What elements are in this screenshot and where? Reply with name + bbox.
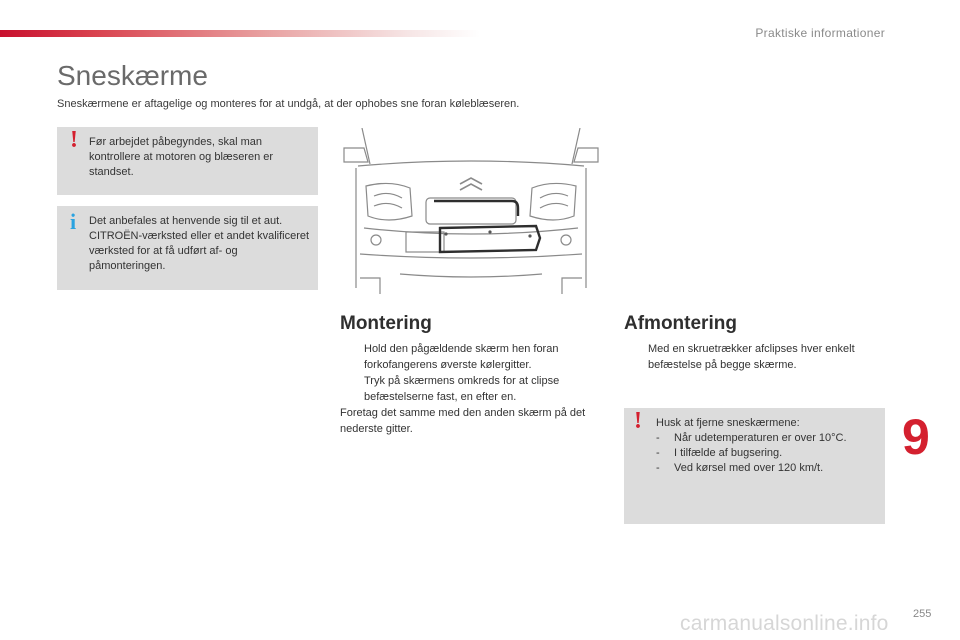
step-text: Med en skruetrækker afclipses hver enkelt befæstelse på begge skærme.	[648, 343, 855, 371]
list-item	[340, 373, 602, 405]
list-item	[656, 446, 878, 461]
info-box	[57, 206, 318, 290]
list-item	[656, 461, 878, 476]
warning-list	[656, 416, 878, 476]
car-front-illustration	[340, 128, 602, 294]
afmontering-heading: Afmontering	[624, 313, 737, 334]
montering-heading: Montering	[340, 313, 432, 334]
info-icon: i	[70, 209, 77, 234]
warning-icon: !	[70, 127, 78, 153]
info-text: Det anbefales at henvende sig til et aut. CITROËN-værksted eller et andet kvalificeret værksted for at få udført af- og påmonteringen.	[89, 215, 310, 272]
item-text: Ved kørsel med over 120 km/t.	[674, 462, 824, 474]
afmontering-steps	[624, 341, 886, 373]
item-text: Når udetemperaturen er over 10°C.	[674, 432, 847, 444]
intro-text: Sneskærmene er aftagelige og monteres for at undgå, at der ophobes sne foran køleblæseren.	[57, 98, 520, 110]
item-text: I tilfælde af bugsering.	[674, 447, 783, 459]
montering-steps	[340, 341, 602, 437]
list-item	[656, 431, 878, 446]
watermark: carmanualsonline.info	[680, 612, 889, 635]
header-accent-bar	[0, 30, 480, 37]
list-item	[624, 341, 886, 373]
list-item	[340, 341, 602, 373]
dash-bullet: -	[656, 432, 660, 444]
page-title: Sneskærme	[57, 60, 208, 91]
step-text: Hold den pågældende skærm hen foran forkofangerens øverste kølergitter.	[364, 343, 559, 371]
step-text: Tryk på skærmens omkreds for at clipse befæstelserne fast, en efter en.	[364, 375, 560, 403]
warning-box	[624, 408, 885, 524]
warning-intro: Husk at fjerne sneskærmene:	[656, 417, 800, 429]
montering-note: Foretag det samme med den anden skærm på det nederste gitter.	[340, 407, 586, 435]
warning-icon: !	[634, 408, 642, 434]
dash-bullet: -	[656, 462, 660, 474]
warning-text: Før arbejdet påbegyndes, skal man kontrollere at motoren og blæseren er standset.	[89, 136, 274, 178]
dash-bullet: -	[656, 447, 660, 459]
section-header: Praktiske informationer	[755, 26, 885, 40]
chapter-number: 9	[902, 409, 930, 465]
warning-box	[57, 127, 318, 195]
page-number: 255	[913, 608, 932, 620]
